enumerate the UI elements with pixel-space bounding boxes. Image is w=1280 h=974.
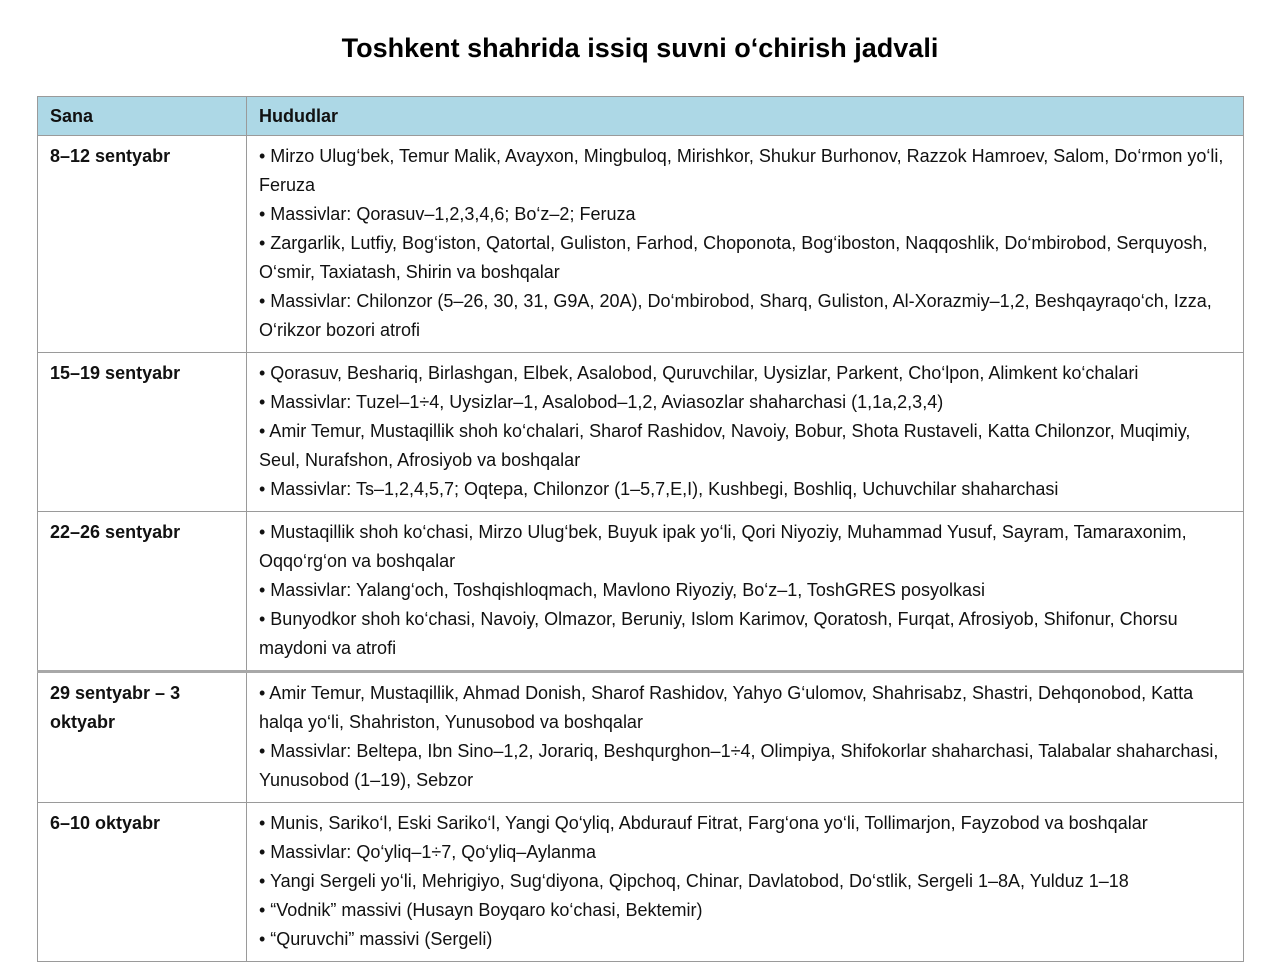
area-item: • Amir Temur, Mustaqillik, Ahmad Donish, Sharof Rashidov, Yahyo G‘ulomov, Shahrisabz, Shastri, Dehqonobod, Katta halqa yo‘li, Shahriston, Yunusobod va boshqalar xyxy=(259,683,1194,732)
date-cell: 8–12 sentyabr xyxy=(38,136,247,353)
date-cell: 22–26 sentyabr xyxy=(38,512,247,672)
table-row xyxy=(38,512,1244,672)
areas-cell xyxy=(247,136,1244,353)
area-item: • Massivlar: Qorasuv–1,2,3,4,6; Bo‘z–2; Feruza xyxy=(259,204,636,224)
table-row xyxy=(38,353,1244,512)
area-item: • Massivlar: Chilonzor (5–26, 30, 31, G9A, 20A), Do‘mbirobod, Sharq, Guliston, Al-Xorazmiy–1,2, Beshqayraqo‘ch, Izza, O‘rikzor bozori atrofi xyxy=(259,291,1212,340)
area-item: • Yangi Sergeli yo‘li, Mehrigiyo, Sug‘diyona, Qipchoq, Chinar, Davlatobod, Do‘stlik, Sergeli 1–8A, Yulduz 1–18 xyxy=(259,871,1129,891)
area-item: • Zargarlik, Lutfiy, Bog‘iston, Qatortal, Guliston, Farhod, Choponota, Bog‘iboston, Naqqoshlik, Do‘mbirobod, Serquyosh, O‘smir, Taxiatash, Shirin va boshqalar xyxy=(259,233,1208,282)
column-header-date: Sana xyxy=(38,97,247,136)
area-item: • Massivlar: Ts–1,2,4,5,7; Oqtepa, Chilonzor (1–5,7,E,I), Kushbegi, Boshliq, Uchuvchilar shaharchasi xyxy=(259,479,1059,499)
areas-cell xyxy=(247,672,1244,803)
date-cell: 29 sentyabr – 3 oktyabr xyxy=(38,672,247,803)
area-item: • Mirzo Ulug‘bek, Temur Malik, Avayxon, Mingbuloq, Mirishkor, Shukur Burhonov, Razzok Hamroev, Salom, Do‘rmon yo‘li, Feruza xyxy=(259,146,1224,195)
area-item: • Massivlar: Yalang‘och, Toshqishloqmach, Mavlono Riyoziy, Bo‘z–1, ToshGRES posyolkasi xyxy=(259,580,985,600)
area-item: • Mustaqillik shoh ko‘chasi, Mirzo Ulug‘bek, Buyuk ipak yo‘li, Qori Niyoziy, Muhammad Yusuf, Sayram, Tamaraxonim, Oqqo‘rg‘on va boshqalar xyxy=(259,522,1187,571)
areas-cell xyxy=(247,803,1244,962)
date-cell: 6–10 oktyabr xyxy=(38,803,247,962)
table-row xyxy=(38,803,1244,962)
areas-cell xyxy=(247,353,1244,512)
area-item: • Massivlar: Tuzel–1÷4, Uysizlar–1, Asalobod–1,2, Aviasozlar shaharchasi (1,1a,2,3,4) xyxy=(259,392,944,412)
area-item: • Massivlar: Beltepa, Ibn Sino–1,2, Jorariq, Beshqurghon–1÷4, Olimpiya, Shifokorlar shaharchasi, Talabalar shaharchasi, Yunusobod (1–19), Sebzor xyxy=(259,741,1219,790)
area-item: • Qorasuv, Beshariq, Birlashgan, Elbek, Asalobod, Quruvchilar, Uysizlar, Parkent, Cho‘lpon, Alimkent ko‘chalari xyxy=(259,363,1139,383)
area-item: • Munis, Sariko‘l, Eski Sariko‘l, Yangi Qo‘yliq, Abdurauf Fitrat, Farg‘ona yo‘li, Tollimarjon, Fayzobod va boshqalar xyxy=(259,813,1148,833)
date-cell: 15–19 sentyabr xyxy=(38,353,247,512)
table-row xyxy=(38,136,1244,353)
areas-cell xyxy=(247,512,1244,672)
area-item: • Bunyodkor shoh ko‘chasi, Navoiy, Olmazor, Beruniy, Islom Karimov, Qoratosh, Furqat, Afrosiyob, Shifonur, Chorsu maydoni va atrofi xyxy=(259,609,1178,658)
area-item: • Amir Temur, Mustaqillik shoh ko‘chalari, Sharof Rashidov, Navoiy, Bobur, Shota Rustaveli, Katta Chilonzor, Muqimiy, Seul, Nurafshon, Afrosiyob va boshqalar xyxy=(259,421,1191,470)
schedule-table xyxy=(37,96,1244,962)
page-title: Toshkent shahrida issiq suvni o‘chirish jadvali xyxy=(341,33,939,63)
column-header-areas: Hududlar xyxy=(247,97,1244,136)
area-item: • Massivlar: Qo‘yliq–1÷7, Qo‘yliq–Aylanma xyxy=(259,842,596,862)
table-row xyxy=(38,672,1244,803)
table-header-row xyxy=(38,97,1244,136)
area-item: • “Quruvchi” massivi (Sergeli) xyxy=(259,929,493,949)
area-item: • “Vodnik” massivi (Husayn Boyqaro ko‘chasi, Bektemir) xyxy=(259,900,703,920)
